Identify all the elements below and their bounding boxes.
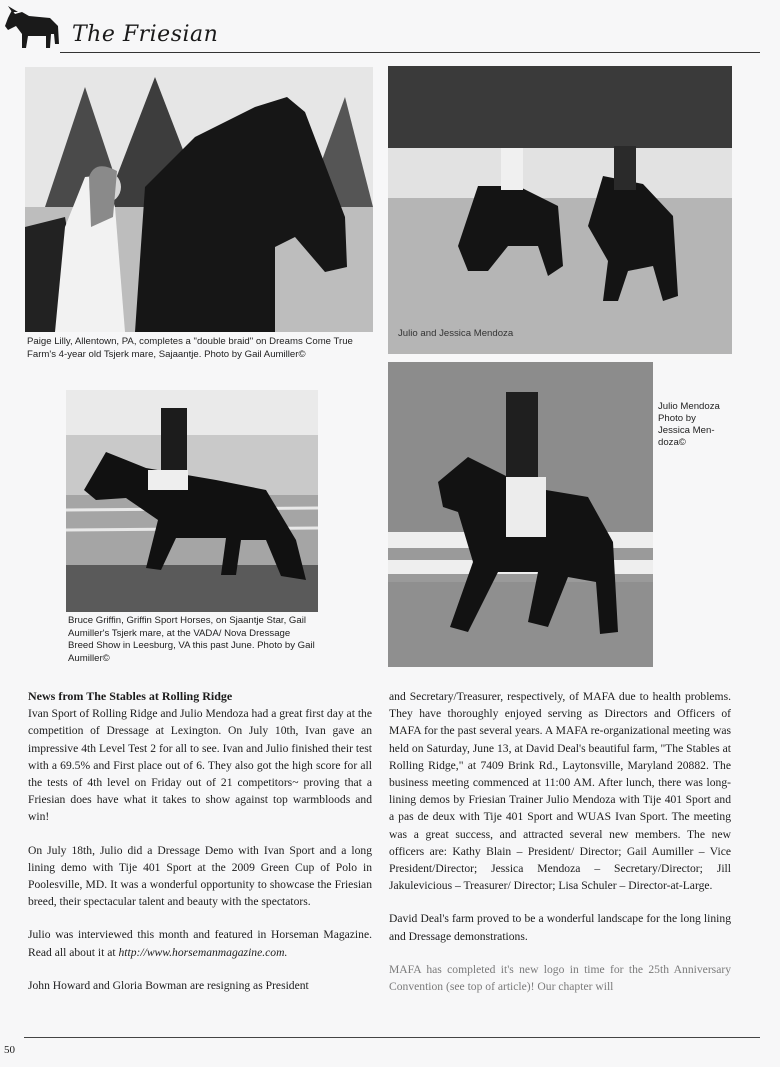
- header-divider: [60, 52, 760, 53]
- article-paragraph: and Secretary/Treasurer, respectively, of MAFA due to health problems. They have thoroughly enjoyed serving as Directors and Officers of MAFA for the past several years. A MAFA re-organizational meeting was held on Saturday, June 13, at David Deal's beautiful farm, "The Stables at Rolling Ridge," at 7409 Brink Rd., Laytonsville, Maryland 20882. The business meeting commenced at 11:00 AM. After lunch, there was long-lining demos by Friesian Trainer Julio Mendoza with Tije 401 Sport and a pas de deux with Tije 401 Sport and WUAS Ivan Sport. The meeting was a great success, and attracted several new members. The new officers are: Kathy Blain – President/ Director; Gail Aumiller – Vice President/Director; Jessica Mendoza – Secretary/Director; Jill Jakulevicious – Treasurer/ Director; Lisa Schuler – Director-at-Large.: [389, 690, 731, 893]
- article-heading: News from The Stables at Rolling Ridge: [28, 689, 233, 703]
- magazine-title: The Friesian: [72, 22, 219, 47]
- article-paragraph: Ivan Sport of Rolling Ridge and Julio Mendoza had a great first day at the competition of Dressage at Lexington. On July 10th, Ivan gave an impressive 4th Level Test 2 for all to see. Ivan and Julio finished their test with a 69.5% and First place out of 6. They also got the high score for all the tests of 4th level on Friday out of 21 competitors~ proving that a Friesian does have what it takes to show against top warmbloods and win!: [28, 707, 372, 824]
- article-left-column: [28, 688, 372, 1010]
- photo-caption: Julio and Jessica Mendoza: [398, 328, 514, 339]
- horseman-magazine-link[interactable]: http://www.horsemanmagazine.com.: [118, 945, 288, 959]
- article-paragraph: David Deal's farm proved to be a wonderful landscape for the long lining and Dressage demonstrations.: [389, 912, 731, 943]
- photo-mendoza-pair: [388, 66, 732, 354]
- article-paragraph: MAFA has completed it's new logo in time for the 25th Anniversary Convention (see top of article)! Our chapter will: [389, 962, 731, 994]
- photo-caption: Bruce Griffin, Griffin Sport Horses, on Sjaantje Star, Gail Aumiller's Tsjerk mare, at the VADA/ Nova Dressage Breed Show in Leesburg, VA this past June. Photo by Gail Aumiller©: [68, 615, 315, 664]
- photo-caption: Julio Mendoza Photo by Jessica Men- doza©: [658, 401, 720, 448]
- photo-julio: [388, 362, 653, 667]
- photo-griffin: [66, 390, 318, 612]
- page-header: [0, 0, 780, 56]
- footer-divider: [24, 1037, 760, 1038]
- page-number: 50: [4, 1044, 15, 1056]
- friesian-horse-logo-icon: [2, 4, 60, 54]
- photo-double-braid: [25, 67, 373, 332]
- article-paragraph-text: Julio was interviewed this month and featured in Horseman Magazine. Read all about it at: [28, 928, 372, 959]
- article-paragraph: [28, 926, 372, 960]
- article-paragraph: John Howard and Gloria Bowman are resigning as President: [28, 978, 309, 992]
- photo-caption: Paige Lilly, Allentown, PA, completes a "double braid" on Dreams Come True Farm's 4-year old Tsjerk mare, Sajaantje. Photo by Gail Aumiller©: [27, 336, 353, 360]
- article-right-column: [389, 688, 731, 1011]
- article-paragraph: On July 18th, Julio did a Dressage Demo with Ivan Sport and a long lining demo with Tije 401 Sport at the 2009 Green Cup of Polo in Poolesville, MD. It was a wonderful opportunity to showcase the Friesian breed, their spectacular talent and beauty with the spectators.: [28, 843, 372, 909]
